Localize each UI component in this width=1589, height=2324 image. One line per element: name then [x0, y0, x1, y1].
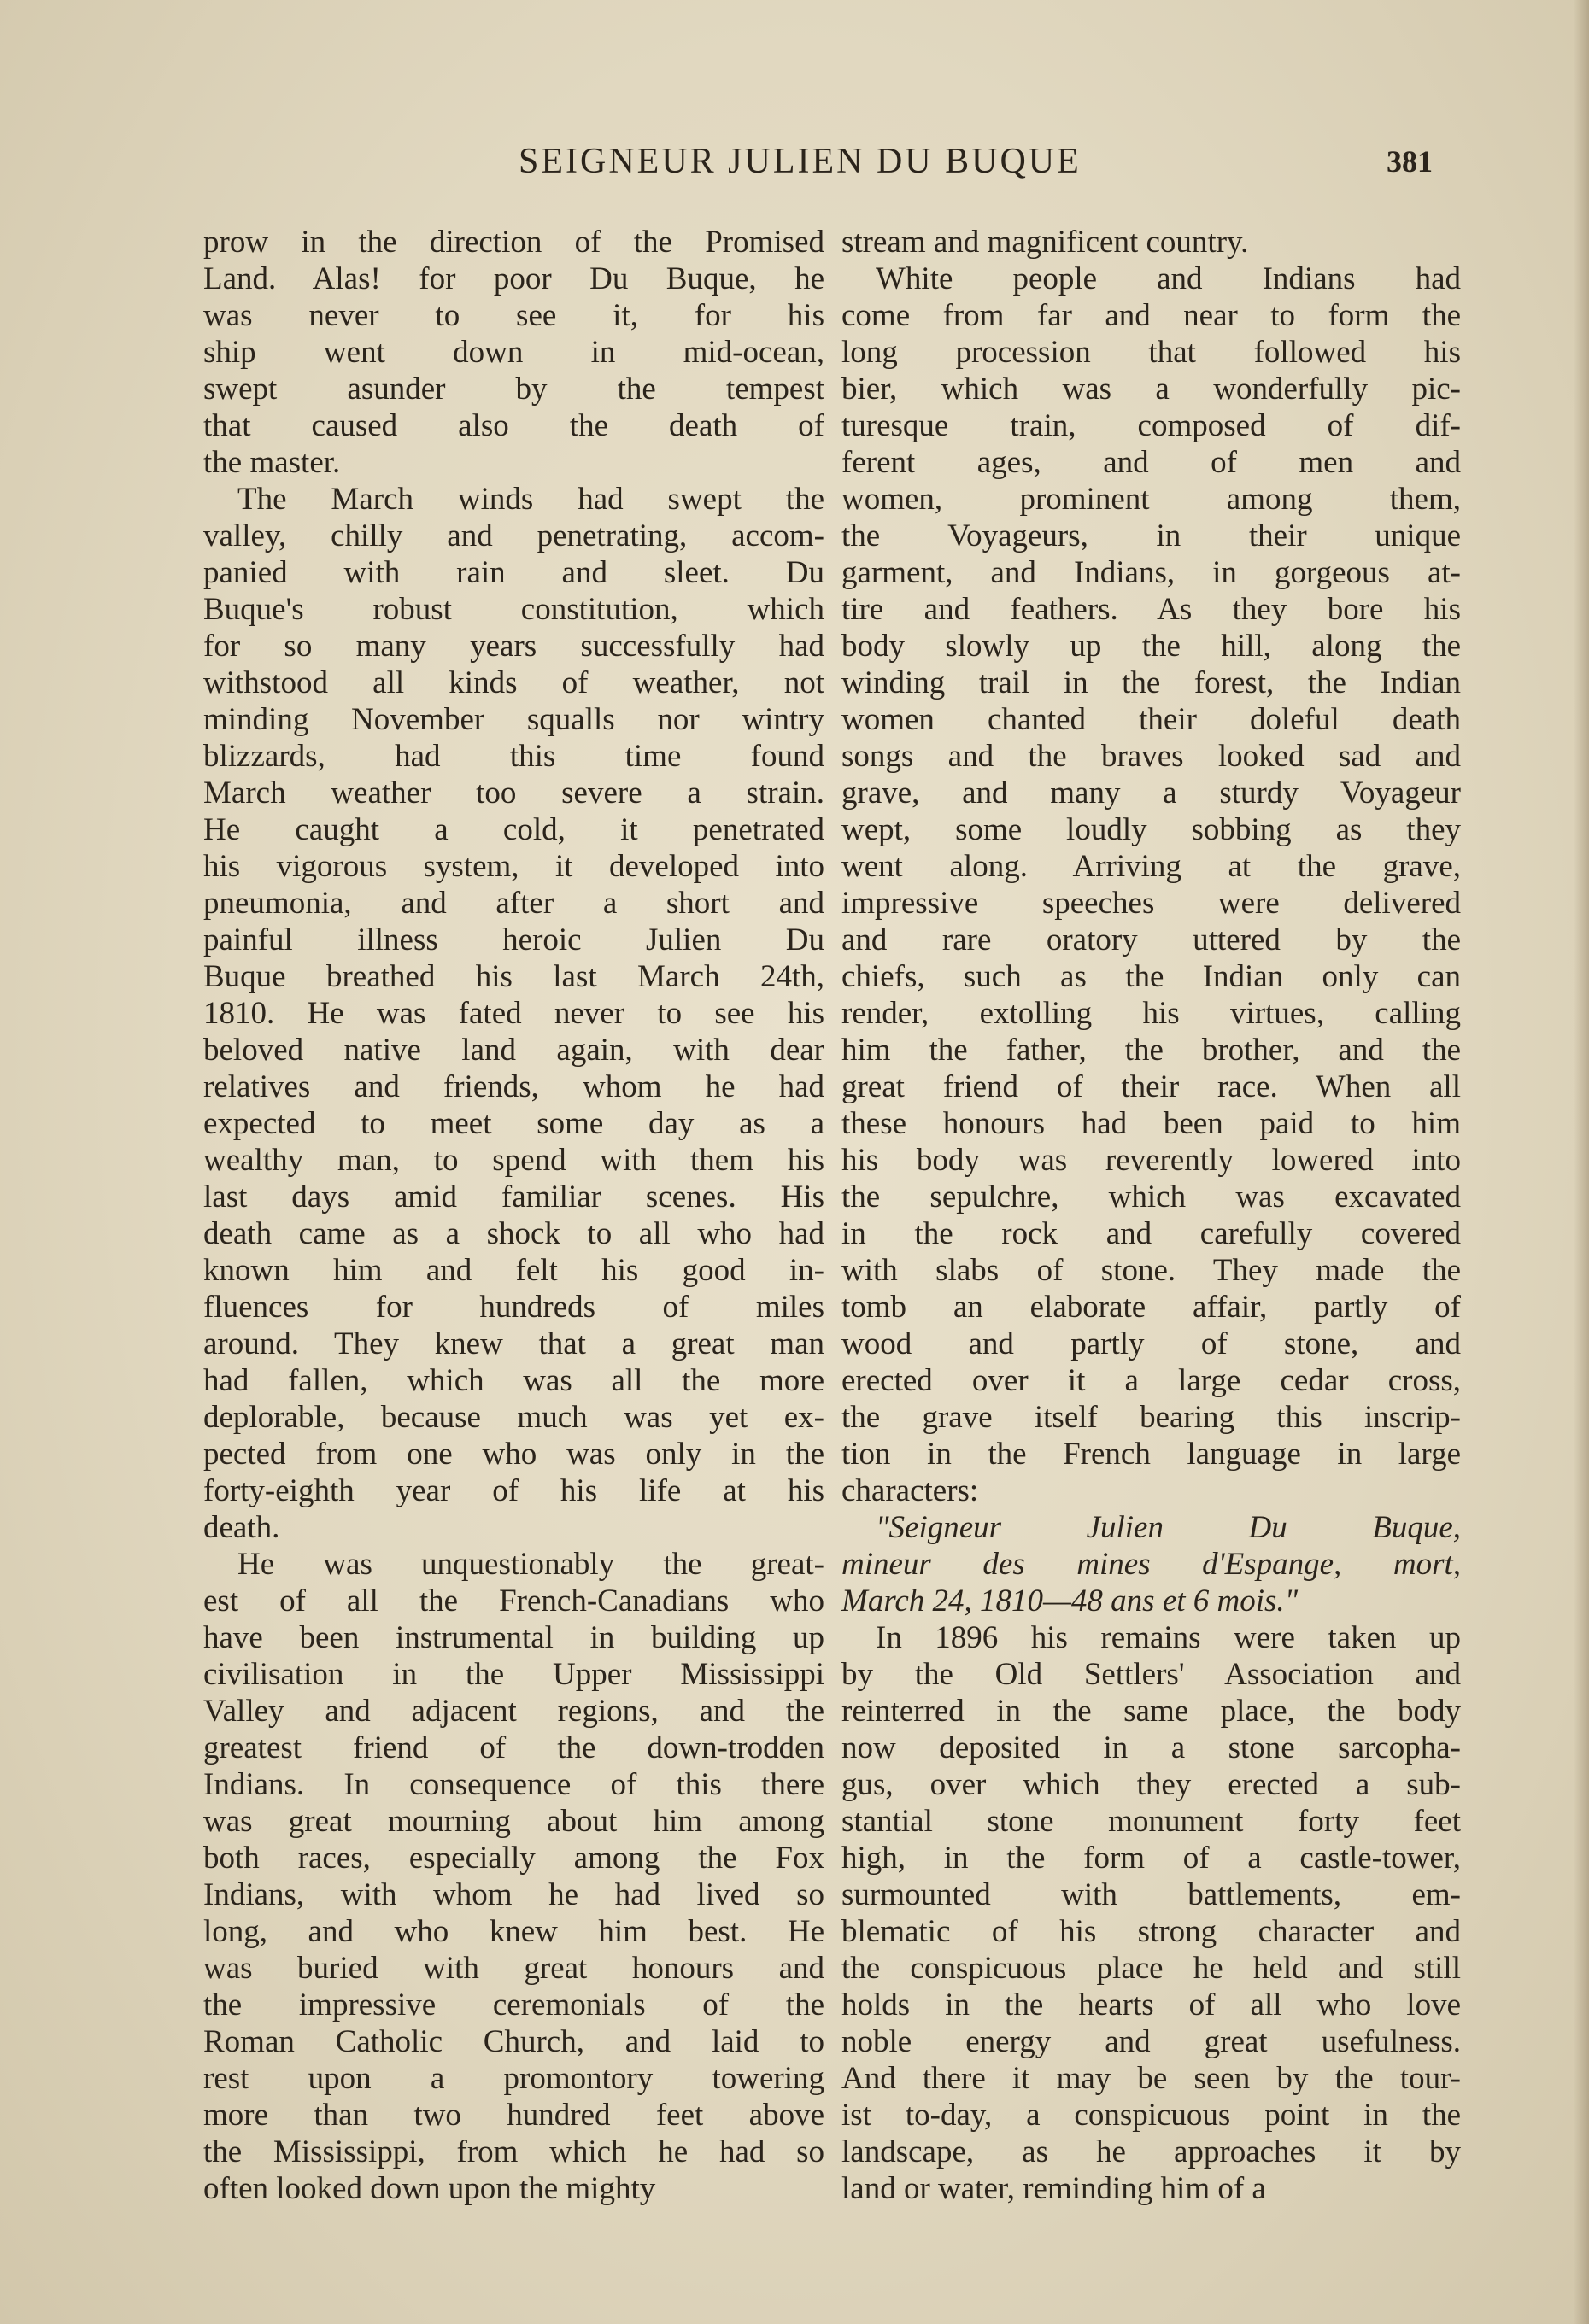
text-line: est of all the French-Canadians who: [203, 1583, 824, 1619]
text-line: the grave itself bearing this inscrip-: [841, 1400, 1461, 1435]
text-line: for so many years successfully had: [203, 629, 824, 664]
body-paragraph: [841, 224, 1461, 260]
text-line: panied with rain and sleet. Du: [203, 555, 824, 590]
body-paragraph: [841, 260, 1461, 1509]
text-line: high, in the form of a castle-tower,: [841, 1841, 1461, 1876]
text-line: Indians. In consequence of this there: [203, 1767, 824, 1802]
text-line: the impressive ceremonials of the: [203, 1987, 824, 2023]
text-line: beloved native land again, with dear: [203, 1033, 824, 1068]
text-line: rest upon a promontory towering: [203, 2061, 824, 2096]
text-line: stream and magnificent country.: [841, 225, 1249, 260]
text-line: relatives and friends, whom he had: [203, 1069, 824, 1104]
text-line: erected over it a large cedar cross,: [841, 1363, 1461, 1398]
text-line: greatest friend of the down-trodden: [203, 1730, 824, 1765]
text-line: known him and felt his good in-: [203, 1253, 824, 1288]
inscription-paragraph: [841, 1509, 1461, 1619]
text-line: Buque breathed his last March 24th,: [203, 959, 824, 994]
text-line: stantial stone monument forty feet: [841, 1804, 1461, 1839]
text-line: had fallen, which was all the more: [203, 1363, 824, 1398]
text-line: civilisation in the Upper Mississippi: [203, 1657, 824, 1692]
text-line: In 1896 his remains were taken up: [876, 1620, 1461, 1655]
text-line: render, extolling his virtues, calling: [841, 996, 1461, 1031]
body-paragraph: [841, 1619, 1461, 2207]
text-line: White people and Indians had: [876, 261, 1461, 296]
text-line: Buque's robust constitution, which: [203, 592, 824, 627]
text-line: turesque train, composed of dif-: [841, 408, 1461, 443]
text-line: expected to meet some day as a: [203, 1106, 824, 1141]
text-line: withstood all kinds of weather, not: [203, 665, 824, 700]
text-line: winding trail in the forest, the Indian: [841, 665, 1461, 700]
text-line: ist to-day, a conspicuous point in the: [841, 2098, 1461, 2133]
text-line: great friend of their race. When all: [841, 1069, 1461, 1104]
text-line: in the rock and carefully covered: [841, 1216, 1461, 1251]
text-line: pneumonia, and after a short and: [203, 886, 824, 921]
text-line: characters:: [841, 1473, 979, 1508]
text-line: death.: [203, 1510, 280, 1545]
text-line: March 24, 1810—48 ans et 6 mois.": [841, 1583, 1299, 1619]
text-line: reinterred in the same place, the body: [841, 1694, 1461, 1729]
text-line: grave, and many a sturdy Voyageur: [841, 776, 1461, 811]
text-line: ferent ages, and of men and: [841, 445, 1461, 480]
text-line: "Seigneur Julien Du Buque,: [876, 1510, 1461, 1545]
text-line: mineur des mines d'Espange, mort,: [841, 1547, 1461, 1582]
text-line: the Mississippi, from which he had so: [203, 2134, 824, 2169]
text-line: body slowly up the hill, along the: [841, 629, 1461, 664]
left-column: [203, 224, 824, 2207]
text-line: his body was reverently lowered into: [841, 1143, 1461, 1178]
text-line: chiefs, such as the Indian only can: [841, 959, 1461, 994]
text-line: was buried with great honours and: [203, 1951, 824, 1986]
text-line: forty-eighth year of his life at his: [203, 1473, 824, 1508]
text-line: the Voyageurs, in their unique: [841, 518, 1461, 553]
text-line: tomb an elaborate affair, partly of: [841, 1290, 1461, 1325]
text-line: both races, especially among the Fox: [203, 1841, 824, 1876]
text-line: holds in the hearts of all who love: [841, 1987, 1461, 2023]
text-line: deplorable, because much was yet ex-: [203, 1400, 824, 1435]
text-line: now deposited in a stone sarcopha-: [841, 1730, 1461, 1765]
text-line: have been instrumental in building up: [203, 1620, 824, 1655]
text-line: impressive speeches were delivered: [841, 886, 1461, 921]
text-line: was great mourning about him among: [203, 1804, 824, 1839]
text-line: swept asunder by the tempest: [203, 372, 824, 407]
text-line: noble energy and great usefulness.: [841, 2024, 1461, 2059]
text-line: and rare oratory uttered by the: [841, 922, 1461, 957]
text-line: land or water, reminding him of a: [841, 2171, 1266, 2206]
text-line: Land. Alas! for poor Du Buque, he: [203, 261, 824, 296]
text-line: more than two hundred feet above: [203, 2098, 824, 2133]
text-line: Roman Catholic Church, and laid to: [203, 2024, 824, 2059]
text-line: wealthy man, to spend with them his: [203, 1143, 824, 1178]
text-line: Valley and adjacent regions, and the: [203, 1694, 824, 1729]
text-line: his vigorous system, it developed into: [203, 849, 824, 884]
text-line: valley, chilly and penetrating, accom-: [203, 518, 824, 553]
text-line: prow in the direction of the Promised: [203, 225, 824, 260]
text-line: March weather too severe a strain.: [203, 776, 824, 811]
text-line: bier, which was a wonderfully pic-: [841, 372, 1461, 407]
text-line: 1810. He was fated never to see his: [203, 996, 824, 1031]
text-line: He was unquestionably the great-: [237, 1547, 824, 1582]
text-line: the sepulchre, which was excavated: [841, 1180, 1461, 1215]
text-line: tion in the French language in large: [841, 1437, 1461, 1472]
text-line: these honours had been paid to him: [841, 1106, 1461, 1141]
text-line: tire and feathers. As they bore his: [841, 592, 1461, 627]
text-line: around. They knew that a great man: [203, 1326, 824, 1361]
text-line: And there it may be seen by the tour-: [841, 2061, 1461, 2096]
text-line: fluences for hundreds of miles: [203, 1290, 824, 1325]
body-paragraph: [203, 1546, 824, 2207]
text-line: long, and who knew him best. He: [203, 1914, 824, 1949]
text-line: with slabs of stone. They made the: [841, 1253, 1461, 1288]
text-line: The March winds had swept the: [237, 482, 824, 517]
text-line: minding November squalls nor wintry: [203, 702, 824, 737]
body-paragraph: [203, 224, 824, 481]
right-column: [841, 224, 1461, 2207]
text-line: went along. Arriving at the grave,: [841, 849, 1461, 884]
text-line: wept, some loudly sobbing as they: [841, 812, 1461, 847]
text-line: songs and the braves looked sad and: [841, 739, 1461, 774]
text-line: painful illness heroic Julien Du: [203, 922, 824, 957]
text-line: by the Old Settlers' Association and: [841, 1657, 1461, 1692]
text-line: He caught a cold, it penetrated: [203, 812, 824, 847]
text-line: often looked down upon the mighty: [203, 2171, 656, 2206]
body-paragraph: [203, 481, 824, 1546]
text-line: that caused also the death of: [203, 408, 824, 443]
text-line: women, prominent among them,: [841, 482, 1461, 517]
text-line: come from far and near to form the: [841, 298, 1461, 333]
page-number: 381: [1387, 144, 1433, 179]
text-line: him the father, the brother, and the: [841, 1033, 1461, 1068]
text-line: women chanted their doleful death: [841, 702, 1461, 737]
text-line: Indians, with whom he had lived so: [203, 1877, 824, 1912]
text-line: was never to see it, for his: [203, 298, 824, 333]
text-line: blematic of his strong character and: [841, 1914, 1461, 1949]
text-line: pected from one who was only in the: [203, 1437, 824, 1472]
page-edge-shadow: [1574, 0, 1589, 2324]
text-line: the conspicuous place he held and still: [841, 1951, 1461, 1986]
text-line: gus, over which they erected a sub-: [841, 1767, 1461, 1802]
text-line: the master.: [203, 445, 341, 480]
text-line: surmounted with battlements, em-: [841, 1877, 1461, 1912]
text-line: ship went down in mid-ocean,: [203, 335, 824, 370]
text-line: blizzards, had this time found: [203, 739, 824, 774]
text-line: long procession that followed his: [841, 335, 1461, 370]
text-line: landscape, as he approaches it by: [841, 2134, 1461, 2169]
text-line: death came as a shock to all who had: [203, 1216, 824, 1251]
running-head: SEIGNEUR JULIEN DU BUQUE: [519, 142, 1082, 181]
text-line: garment, and Indians, in gorgeous at-: [841, 555, 1461, 590]
text-line: last days amid familiar scenes. His: [203, 1180, 824, 1215]
text-line: wood and partly of stone, and: [841, 1326, 1461, 1361]
